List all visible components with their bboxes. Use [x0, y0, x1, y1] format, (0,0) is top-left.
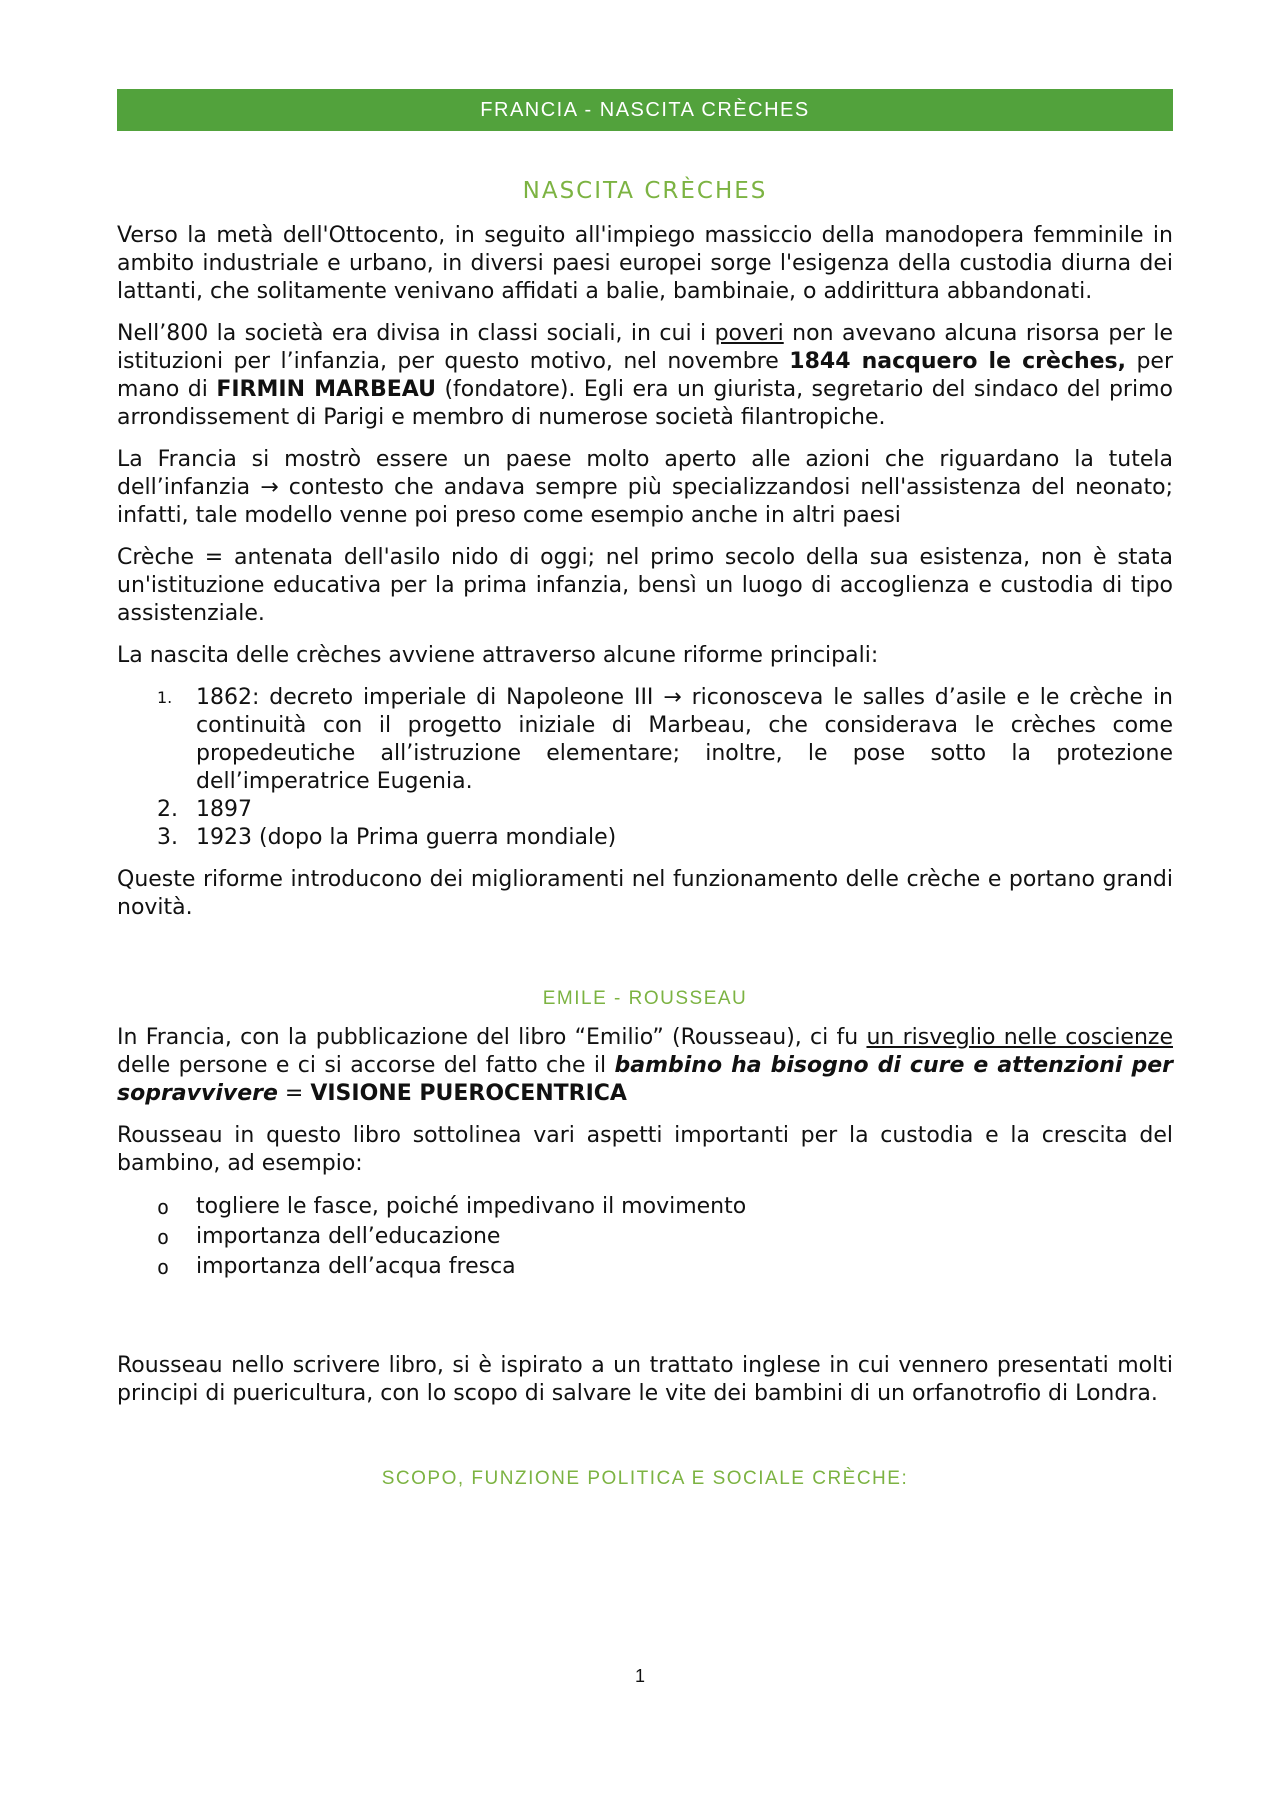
paragraph-society: Nell’800 la società era divisa in classi sociali, in cui i poveri non avevano alcuna risorsa per le istituzioni per l’infanzia, per questo motivo, nel novembre 1844 nacquero le crèches, per mano di FIRMIN MARBEAU (fondatore). Egli era un giurista, segretario del sindaco del primo arrondissement di Parigi e membro di numerose società filantropiche.	[117, 321, 1173, 430]
list-marker: 3.	[157, 825, 178, 850]
bold-italic-bambino: bambino ha bisogno di cure e attenzioni per sopravvivere	[117, 1053, 1173, 1106]
paragraph-trattato: Rousseau nello scrivere libro, si è ispirato a un trattato inglese in cui vennero presentati molti principi di puericultura, con lo scopo di salvare le vite dei bambini di un orfanotrofio di Londra.	[117, 1353, 1173, 1406]
list-item: o importanza dell’acqua fresca	[117, 1252, 1173, 1282]
underlined-risveglio: un risveglio nelle coscienze	[866, 1025, 1173, 1050]
bold-visione: VISIONE PUEROCENTRICA	[310, 1081, 627, 1106]
bullet-marker: o	[157, 1255, 170, 1279]
paragraph-emilio: In Francia, con la pubblicazione del libro “Emilio” (Rousseau), ci fu un risveglio nelle coscienze delle persone e ci si accorse del fatto che il bambino ha bisogno di cure e attenzioni per sopravvivere = VISIONE PUEROCENTRICA	[117, 1025, 1173, 1106]
reforms-list	[117, 684, 1173, 852]
list-marker: 1.	[157, 688, 173, 707]
paragraph-creche-definition: Crèche = antenata dell'asilo nido di oggi; nel primo secolo della sua esistenza, non è stata un'istituzione educativa per la prima infanzia, bensì un luogo di accoglienza e custodia di tipo assistenziale.	[117, 545, 1173, 626]
list-item: o togliere le fasce, poiché impedivano il movimento	[117, 1192, 1173, 1222]
bold-marbeau: FIRMIN MARBEAU	[216, 377, 436, 402]
section-title-scopo: SCOPO, FUNZIONE POLITICA E SOCIALE CRÈCHE:	[381, 1468, 909, 1489]
list-item: 2. 1897	[157, 797, 252, 822]
list-item: o importanza dell’educazione	[117, 1222, 1173, 1252]
document-body	[117, 178, 1173, 1490]
list-item: 3. 1923 (dopo la Prima guerra mondiale)	[157, 825, 617, 850]
underlined-poveri: poveri	[714, 321, 784, 346]
list-marker: 2.	[157, 797, 178, 822]
bold-1844: 1844 nacquero le crèches,	[789, 349, 1127, 374]
section-title-nascita: NASCITA CRÈCHES	[522, 178, 768, 204]
paragraph-reforms-summary: Queste riforme introducono dei miglioramenti nel funzionamento delle crèche e portano grandi novità.	[117, 867, 1173, 920]
aspects-list	[117, 1192, 1173, 1282]
list-item: 1. 1862: decreto imperiale di Napoleone III → riconosceva le salles d’asile e le crèche in continuità con il progetto iniziale di Marbeau, che considerava le crèches come propedeutiche all’istruzione elementare; inoltre, le pose sotto la protezione dell’imperatrice Eugenia.	[157, 685, 1173, 794]
paragraph-francia: La Francia si mostrò essere un paese molto aperto alle azioni che riguardano la tutela dell’infanzia → contesto che andava sempre più specializzandosi nell'assistenza del neonato; infatti, tale modello venne poi preso come esempio anche in altri paesi	[117, 447, 1173, 528]
section-title-rousseau: EMILE - ROUSSEAU	[542, 988, 748, 1009]
paragraph-reforms-intro: La nascita delle crèches avviene attraverso alcune riforme principali:	[117, 643, 879, 668]
paragraph-aspetti: Rousseau in questo libro sottolinea vari aspetti importanti per la custodia e la crescita del bambino, ad esempio:	[117, 1123, 1173, 1176]
header-banner: FRANCIA - NASCITA CRÈCHES	[117, 89, 1173, 131]
page-number: 1	[634, 1666, 645, 1686]
bullet-marker: o	[157, 1195, 170, 1219]
bullet-marker: o	[157, 1225, 170, 1249]
paragraph-intro: Verso la metà dell'Ottocento, in seguito all'impiego massiccio della manodopera femminile in ambito industriale e urbano, in diversi paesi europei sorge l'esigenza della custodia diurna dei lattanti, che solitamente venivano affidati a balie, bambinaie, o addirittura abbandonati.	[117, 223, 1173, 304]
